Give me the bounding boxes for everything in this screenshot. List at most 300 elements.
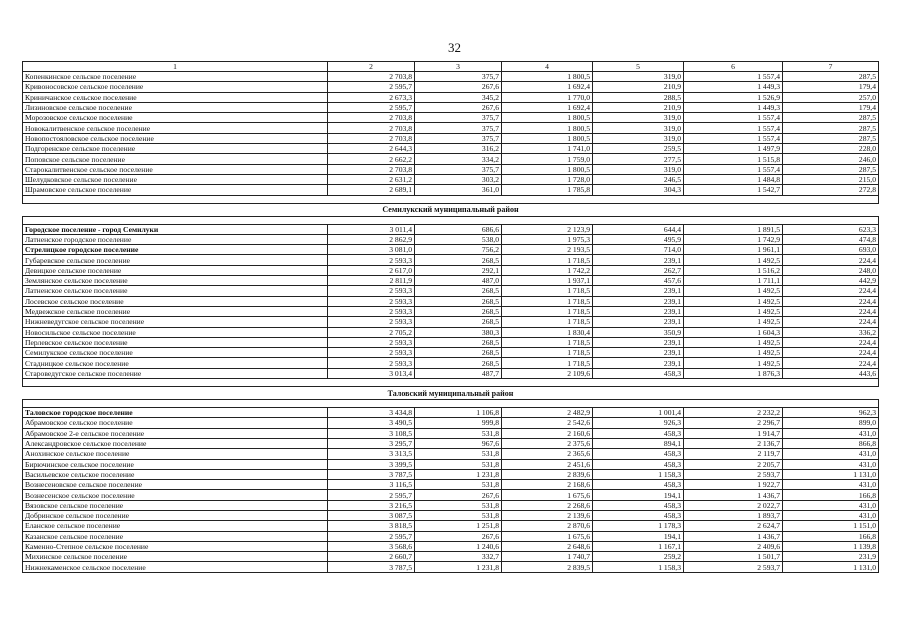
value-cell: 3 787,5 bbox=[328, 469, 415, 479]
table-row bbox=[23, 337, 879, 347]
value-cell: 2 662,2 bbox=[328, 154, 415, 164]
value-cell: 2 703,8 bbox=[328, 164, 415, 174]
value-cell: 1 718,5 bbox=[502, 255, 593, 265]
settlement-name: Стрелицкое городское поселение bbox=[23, 245, 328, 255]
table-row bbox=[23, 459, 879, 469]
value-cell: 2 595,7 bbox=[328, 490, 415, 500]
value-cell: 268,5 bbox=[415, 348, 502, 358]
value-cell: 1 728,0 bbox=[502, 174, 593, 184]
value-cell: 2 232,2 bbox=[684, 408, 783, 418]
value-cell: 1 240,6 bbox=[415, 541, 502, 551]
value-cell: 319,0 bbox=[593, 164, 684, 174]
value-cell: 1 557,4 bbox=[684, 72, 783, 82]
settlement-name: Таловское городское поселение bbox=[23, 408, 328, 418]
value-cell: 1 759,0 bbox=[502, 154, 593, 164]
value-cell: 962,3 bbox=[783, 408, 879, 418]
value-cell: 267,6 bbox=[415, 102, 502, 112]
settlement-name: Бирючинское сельское поселение bbox=[23, 459, 328, 469]
value-cell: 999,8 bbox=[415, 418, 502, 428]
value-cell: 1 492,5 bbox=[684, 337, 783, 347]
value-cell: 2 673,3 bbox=[328, 92, 415, 102]
value-cell: 2 631,2 bbox=[328, 174, 415, 184]
value-cell: 693,0 bbox=[783, 245, 879, 255]
settlement-name: Каменно-Степное сельское поселение bbox=[23, 541, 328, 551]
value-cell: 215,0 bbox=[783, 174, 879, 184]
value-cell: 3 434,8 bbox=[328, 408, 415, 418]
value-cell: 1 557,4 bbox=[684, 113, 783, 123]
value-cell: 2 205,7 bbox=[684, 459, 783, 469]
table-row bbox=[23, 224, 879, 234]
value-cell: 287,5 bbox=[783, 133, 879, 143]
value-cell: 531,8 bbox=[415, 459, 502, 469]
district-heading-row bbox=[23, 203, 879, 216]
value-cell: 2 593,7 bbox=[684, 562, 783, 572]
value-cell: 686,6 bbox=[415, 224, 502, 234]
table-row bbox=[23, 174, 879, 184]
value-cell: 1 492,5 bbox=[684, 317, 783, 327]
value-cell: 2 593,3 bbox=[328, 255, 415, 265]
value-cell: 3 568,6 bbox=[328, 541, 415, 551]
value-cell: 334,2 bbox=[415, 154, 502, 164]
value-cell: 319,0 bbox=[593, 72, 684, 82]
spacer-cell bbox=[23, 400, 879, 408]
value-cell: 268,5 bbox=[415, 317, 502, 327]
table-row bbox=[23, 358, 879, 368]
settlement-name: Губаревское сельское поселение bbox=[23, 255, 328, 265]
table-row bbox=[23, 92, 879, 102]
value-cell: 2 660,7 bbox=[328, 552, 415, 562]
value-cell: 3 818,5 bbox=[328, 521, 415, 531]
table-row bbox=[23, 348, 879, 358]
value-cell: 495,9 bbox=[593, 234, 684, 244]
table-row bbox=[23, 234, 879, 244]
value-cell: 1 484,8 bbox=[684, 174, 783, 184]
value-cell: 3 108,5 bbox=[328, 428, 415, 438]
value-cell: 375,7 bbox=[415, 123, 502, 133]
table-row bbox=[23, 72, 879, 82]
value-cell: 231,9 bbox=[783, 552, 879, 562]
value-cell: 2 593,3 bbox=[328, 337, 415, 347]
value-cell: 2 139,6 bbox=[502, 510, 593, 520]
value-cell: 2 193,5 bbox=[502, 245, 593, 255]
district-heading-row bbox=[23, 387, 879, 400]
table-row bbox=[23, 418, 879, 428]
value-cell: 1 526,9 bbox=[684, 92, 783, 102]
value-cell: 194,1 bbox=[593, 490, 684, 500]
value-cell: 239,1 bbox=[593, 306, 684, 316]
value-cell: 899,0 bbox=[783, 418, 879, 428]
value-cell: 345,2 bbox=[415, 92, 502, 102]
value-cell: 1 436,7 bbox=[684, 531, 783, 541]
value-cell: 1 937,1 bbox=[502, 276, 593, 286]
value-cell: 458,3 bbox=[593, 480, 684, 490]
value-cell: 1 231,8 bbox=[415, 562, 502, 572]
value-cell: 926,3 bbox=[593, 418, 684, 428]
value-cell: 1 718,5 bbox=[502, 296, 593, 306]
value-cell: 224,4 bbox=[783, 296, 879, 306]
settlement-name: Еланское сельское поселение bbox=[23, 521, 328, 531]
column-number: 5 bbox=[593, 62, 684, 72]
value-cell: 1 785,8 bbox=[502, 185, 593, 195]
value-cell: 487,0 bbox=[415, 276, 502, 286]
value-cell: 3 013,4 bbox=[328, 368, 415, 378]
value-cell: 2 593,3 bbox=[328, 317, 415, 327]
table-row bbox=[23, 245, 879, 255]
value-cell: 268,5 bbox=[415, 358, 502, 368]
settlement-name: Нижнекаменское сельское поселение bbox=[23, 562, 328, 572]
value-cell: 2 839,5 bbox=[502, 562, 593, 572]
value-cell: 431,0 bbox=[783, 449, 879, 459]
value-cell: 1 492,5 bbox=[684, 306, 783, 316]
value-cell: 1 800,5 bbox=[502, 164, 593, 174]
value-cell: 210,9 bbox=[593, 82, 684, 92]
value-cell: 224,4 bbox=[783, 337, 879, 347]
settlement-name: Абрамовское 2-е сельское поселение bbox=[23, 428, 328, 438]
value-cell: 1 106,8 bbox=[415, 408, 502, 418]
value-cell: 458,3 bbox=[593, 368, 684, 378]
settlement-name: Городское поселение - город Семилуки bbox=[23, 224, 328, 234]
table-row bbox=[23, 562, 879, 572]
value-cell: 1 675,6 bbox=[502, 490, 593, 500]
value-cell: 228,0 bbox=[783, 144, 879, 154]
table-row bbox=[23, 164, 879, 174]
value-cell: 714,0 bbox=[593, 245, 684, 255]
value-cell: 292,1 bbox=[415, 265, 502, 275]
value-cell: 458,3 bbox=[593, 449, 684, 459]
table-row bbox=[23, 531, 879, 541]
value-cell: 2 160,6 bbox=[502, 428, 593, 438]
value-cell: 431,0 bbox=[783, 500, 879, 510]
value-cell: 287,5 bbox=[783, 123, 879, 133]
value-cell: 1 891,5 bbox=[684, 224, 783, 234]
value-cell: 3 787,5 bbox=[328, 562, 415, 572]
value-cell: 1 158,3 bbox=[593, 469, 684, 479]
value-cell: 2 703,8 bbox=[328, 133, 415, 143]
value-cell: 1 741,0 bbox=[502, 144, 593, 154]
settlement-name: Шелудковское сельское поселение bbox=[23, 174, 328, 184]
settlement-name: Морозовское сельское поселение bbox=[23, 113, 328, 123]
value-cell: 304,3 bbox=[593, 185, 684, 195]
column-number: 4 bbox=[502, 62, 593, 72]
table-body bbox=[23, 62, 879, 573]
value-cell: 3 313,5 bbox=[328, 449, 415, 459]
table-row bbox=[23, 521, 879, 531]
value-cell: 268,5 bbox=[415, 306, 502, 316]
value-cell: 1 139,8 bbox=[783, 541, 879, 551]
settlement-name: Вязовское сельское поселение bbox=[23, 500, 328, 510]
value-cell: 644,4 bbox=[593, 224, 684, 234]
value-cell: 487,7 bbox=[415, 368, 502, 378]
settlement-name: Вознесенское сельское поселение bbox=[23, 490, 328, 500]
value-cell: 1 492,5 bbox=[684, 255, 783, 265]
settlement-name: Новосильское сельское поселение bbox=[23, 327, 328, 337]
value-cell: 1 830,4 bbox=[502, 327, 593, 337]
settlement-name: Девицкое сельское поселение bbox=[23, 265, 328, 275]
value-cell: 1 492,5 bbox=[684, 286, 783, 296]
table-row bbox=[23, 265, 879, 275]
value-cell: 2 482,9 bbox=[502, 408, 593, 418]
value-cell: 2 593,3 bbox=[328, 286, 415, 296]
value-cell: 2 624,7 bbox=[684, 521, 783, 531]
settlement-name: Вознесеновское сельское поселение bbox=[23, 480, 328, 490]
value-cell: 1 167,1 bbox=[593, 541, 684, 551]
value-cell: 2 705,2 bbox=[328, 327, 415, 337]
value-cell: 319,0 bbox=[593, 123, 684, 133]
table-row bbox=[23, 490, 879, 500]
value-cell: 866,8 bbox=[783, 438, 879, 448]
value-cell: 277,5 bbox=[593, 154, 684, 164]
settlement-name: Латненское сельское поселение bbox=[23, 286, 328, 296]
value-cell: 375,7 bbox=[415, 164, 502, 174]
value-cell: 3 011,4 bbox=[328, 224, 415, 234]
settlement-name: Казанское сельское поселение bbox=[23, 531, 328, 541]
value-cell: 1 131,0 bbox=[783, 469, 879, 479]
value-cell: 272,8 bbox=[783, 185, 879, 195]
value-cell: 288,5 bbox=[593, 92, 684, 102]
table-row bbox=[23, 185, 879, 195]
value-cell: 262,7 bbox=[593, 265, 684, 275]
value-cell: 375,7 bbox=[415, 113, 502, 123]
value-cell: 3 081,0 bbox=[328, 245, 415, 255]
value-cell: 268,5 bbox=[415, 255, 502, 265]
value-cell: 259,2 bbox=[593, 552, 684, 562]
settlement-name: Стадницкое сельское поселение bbox=[23, 358, 328, 368]
value-cell: 967,6 bbox=[415, 438, 502, 448]
table-row bbox=[23, 102, 879, 112]
value-cell: 248,0 bbox=[783, 265, 879, 275]
column-number: 3 bbox=[415, 62, 502, 72]
table-row bbox=[23, 408, 879, 418]
value-cell: 1 436,7 bbox=[684, 490, 783, 500]
settlement-name: Новокалитвенское сельское поселение bbox=[23, 123, 328, 133]
value-cell: 259,5 bbox=[593, 144, 684, 154]
settlement-name: Новопостояловское сельское поселение bbox=[23, 133, 328, 143]
value-cell: 224,4 bbox=[783, 358, 879, 368]
value-cell: 1 800,5 bbox=[502, 72, 593, 82]
value-cell: 431,0 bbox=[783, 510, 879, 520]
value-cell: 3 116,5 bbox=[328, 480, 415, 490]
settlement-name: Поповское сельское поселение bbox=[23, 154, 328, 164]
table-row bbox=[23, 449, 879, 459]
value-cell: 1 604,3 bbox=[684, 327, 783, 337]
value-cell: 1 449,3 bbox=[684, 82, 783, 92]
value-cell: 531,8 bbox=[415, 449, 502, 459]
value-cell: 287,5 bbox=[783, 164, 879, 174]
value-cell: 166,8 bbox=[783, 490, 879, 500]
value-cell: 239,1 bbox=[593, 255, 684, 265]
value-cell: 1 158,3 bbox=[593, 562, 684, 572]
value-cell: 268,5 bbox=[415, 296, 502, 306]
value-cell: 1 800,5 bbox=[502, 113, 593, 123]
table-row bbox=[23, 510, 879, 520]
value-cell: 179,4 bbox=[783, 102, 879, 112]
district-title: Таловский муниципальный район bbox=[23, 387, 879, 400]
table-row bbox=[23, 480, 879, 490]
settlement-name: Семилукское сельское поселение bbox=[23, 348, 328, 358]
spacer-cell bbox=[23, 216, 879, 224]
value-cell: 267,6 bbox=[415, 82, 502, 92]
table-row bbox=[23, 438, 879, 448]
value-cell: 268,5 bbox=[415, 286, 502, 296]
value-cell: 2 542,6 bbox=[502, 418, 593, 428]
value-cell: 336,2 bbox=[783, 327, 879, 337]
value-cell: 1 975,3 bbox=[502, 234, 593, 244]
value-cell: 1 800,5 bbox=[502, 133, 593, 143]
value-cell: 458,3 bbox=[593, 510, 684, 520]
settlement-name: Криничанское сельское поселение bbox=[23, 92, 328, 102]
value-cell: 2 268,6 bbox=[502, 500, 593, 510]
table-row bbox=[23, 552, 879, 562]
section-spacer-row bbox=[23, 195, 879, 203]
column-number-row bbox=[23, 62, 879, 72]
table-row bbox=[23, 82, 879, 92]
value-cell: 2 375,6 bbox=[502, 438, 593, 448]
settlement-name: Медвежское сельское поселение bbox=[23, 306, 328, 316]
value-cell: 239,1 bbox=[593, 348, 684, 358]
value-cell: 1 557,4 bbox=[684, 164, 783, 174]
value-cell: 239,1 bbox=[593, 286, 684, 296]
value-cell: 2 168,6 bbox=[502, 480, 593, 490]
value-cell: 431,0 bbox=[783, 480, 879, 490]
value-cell: 239,1 bbox=[593, 317, 684, 327]
spacer-cell bbox=[23, 379, 879, 387]
value-cell: 2 593,7 bbox=[684, 469, 783, 479]
value-cell: 2 451,6 bbox=[502, 459, 593, 469]
settlement-name: Землянское сельское поселение bbox=[23, 276, 328, 286]
section-spacer-row bbox=[23, 400, 879, 408]
value-cell: 287,5 bbox=[783, 72, 879, 82]
value-cell: 1 876,3 bbox=[684, 368, 783, 378]
value-cell: 531,8 bbox=[415, 500, 502, 510]
value-cell: 2 022,7 bbox=[684, 500, 783, 510]
value-cell: 224,4 bbox=[783, 348, 879, 358]
value-cell: 1 893,7 bbox=[684, 510, 783, 520]
column-number: 1 bbox=[23, 62, 328, 72]
value-cell: 1 251,8 bbox=[415, 521, 502, 531]
section-spacer-row bbox=[23, 379, 879, 387]
value-cell: 1 151,0 bbox=[783, 521, 879, 531]
table-row bbox=[23, 133, 879, 143]
value-cell: 375,7 bbox=[415, 133, 502, 143]
district-title: Семилукский муниципальный район bbox=[23, 203, 879, 216]
value-cell: 246,5 bbox=[593, 174, 684, 184]
value-cell: 3 087,5 bbox=[328, 510, 415, 520]
value-cell: 1 742,2 bbox=[502, 265, 593, 275]
section-spacer-row bbox=[23, 216, 879, 224]
value-cell: 1 718,5 bbox=[502, 306, 593, 316]
value-cell: 1 740,7 bbox=[502, 552, 593, 562]
value-cell: 1 516,2 bbox=[684, 265, 783, 275]
settlement-name: Абрамовское сельское поселение bbox=[23, 418, 328, 428]
value-cell: 1 492,5 bbox=[684, 348, 783, 358]
value-cell: 2 703,8 bbox=[328, 113, 415, 123]
value-cell: 623,3 bbox=[783, 224, 879, 234]
value-cell: 166,8 bbox=[783, 531, 879, 541]
table-row bbox=[23, 327, 879, 337]
value-cell: 1 131,0 bbox=[783, 562, 879, 572]
value-cell: 1 692,4 bbox=[502, 82, 593, 92]
value-cell: 1 914,7 bbox=[684, 428, 783, 438]
settlement-name: Подгоренское сельское поселение bbox=[23, 144, 328, 154]
value-cell: 194,1 bbox=[593, 531, 684, 541]
value-cell: 1 711,1 bbox=[684, 276, 783, 286]
value-cell: 3 399,5 bbox=[328, 459, 415, 469]
value-cell: 894,1 bbox=[593, 438, 684, 448]
value-cell: 267,6 bbox=[415, 531, 502, 541]
value-cell: 2 862,9 bbox=[328, 234, 415, 244]
value-cell: 474,8 bbox=[783, 234, 879, 244]
value-cell: 531,8 bbox=[415, 428, 502, 438]
value-cell: 3 216,5 bbox=[328, 500, 415, 510]
value-cell: 2 595,7 bbox=[328, 531, 415, 541]
value-cell: 2 689,1 bbox=[328, 185, 415, 195]
value-cell: 1 742,9 bbox=[684, 234, 783, 244]
settlement-name: Копенкинское сельское поселение bbox=[23, 72, 328, 82]
value-cell: 2 870,6 bbox=[502, 521, 593, 531]
value-cell: 239,1 bbox=[593, 358, 684, 368]
value-cell: 257,0 bbox=[783, 92, 879, 102]
value-cell: 2 703,8 bbox=[328, 123, 415, 133]
value-cell: 361,0 bbox=[415, 185, 502, 195]
settlement-name: Лосевское сельское поселение bbox=[23, 296, 328, 306]
table-row bbox=[23, 296, 879, 306]
value-cell: 1 449,3 bbox=[684, 102, 783, 112]
budget-table bbox=[22, 61, 879, 573]
value-cell: 756,2 bbox=[415, 245, 502, 255]
table-row bbox=[23, 368, 879, 378]
value-cell: 2 593,3 bbox=[328, 358, 415, 368]
page-number: 32 bbox=[448, 40, 461, 55]
value-cell: 2 811,9 bbox=[328, 276, 415, 286]
value-cell: 1 557,4 bbox=[684, 133, 783, 143]
value-cell: 246,0 bbox=[783, 154, 879, 164]
value-cell: 319,0 bbox=[593, 113, 684, 123]
value-cell: 2 593,3 bbox=[328, 296, 415, 306]
table-row bbox=[23, 113, 879, 123]
value-cell: 538,0 bbox=[415, 234, 502, 244]
value-cell: 1 001,4 bbox=[593, 408, 684, 418]
settlement-name: Михинское сельское поселение bbox=[23, 552, 328, 562]
value-cell: 375,7 bbox=[415, 72, 502, 82]
table-row bbox=[23, 154, 879, 164]
value-cell: 224,4 bbox=[783, 317, 879, 327]
value-cell: 1 501,7 bbox=[684, 552, 783, 562]
value-cell: 380,3 bbox=[415, 327, 502, 337]
value-cell: 2 365,6 bbox=[502, 449, 593, 459]
value-cell: 2 595,7 bbox=[328, 82, 415, 92]
table-row bbox=[23, 123, 879, 133]
value-cell: 2 644,3 bbox=[328, 144, 415, 154]
value-cell: 224,4 bbox=[783, 286, 879, 296]
value-cell: 239,1 bbox=[593, 296, 684, 306]
settlement-name: Перлевское сельское поселение bbox=[23, 337, 328, 347]
value-cell: 1 542,7 bbox=[684, 185, 783, 195]
value-cell: 1 961,1 bbox=[684, 245, 783, 255]
settlement-name: Васильевское сельское поселение bbox=[23, 469, 328, 479]
settlement-name: Анохинское сельское поселение bbox=[23, 449, 328, 459]
value-cell: 2 109,6 bbox=[502, 368, 593, 378]
value-cell: 319,0 bbox=[593, 133, 684, 143]
value-cell: 3 295,7 bbox=[328, 438, 415, 448]
settlement-name: Лизиновское сельское поселение bbox=[23, 102, 328, 112]
value-cell: 1 231,8 bbox=[415, 469, 502, 479]
value-cell: 1 492,5 bbox=[684, 296, 783, 306]
value-cell: 1 770,0 bbox=[502, 92, 593, 102]
settlement-name: Добринское сельское поселение bbox=[23, 510, 328, 520]
value-cell: 303,2 bbox=[415, 174, 502, 184]
settlement-name: Кривоносовское сельское поселение bbox=[23, 82, 328, 92]
value-cell: 1 922,7 bbox=[684, 480, 783, 490]
